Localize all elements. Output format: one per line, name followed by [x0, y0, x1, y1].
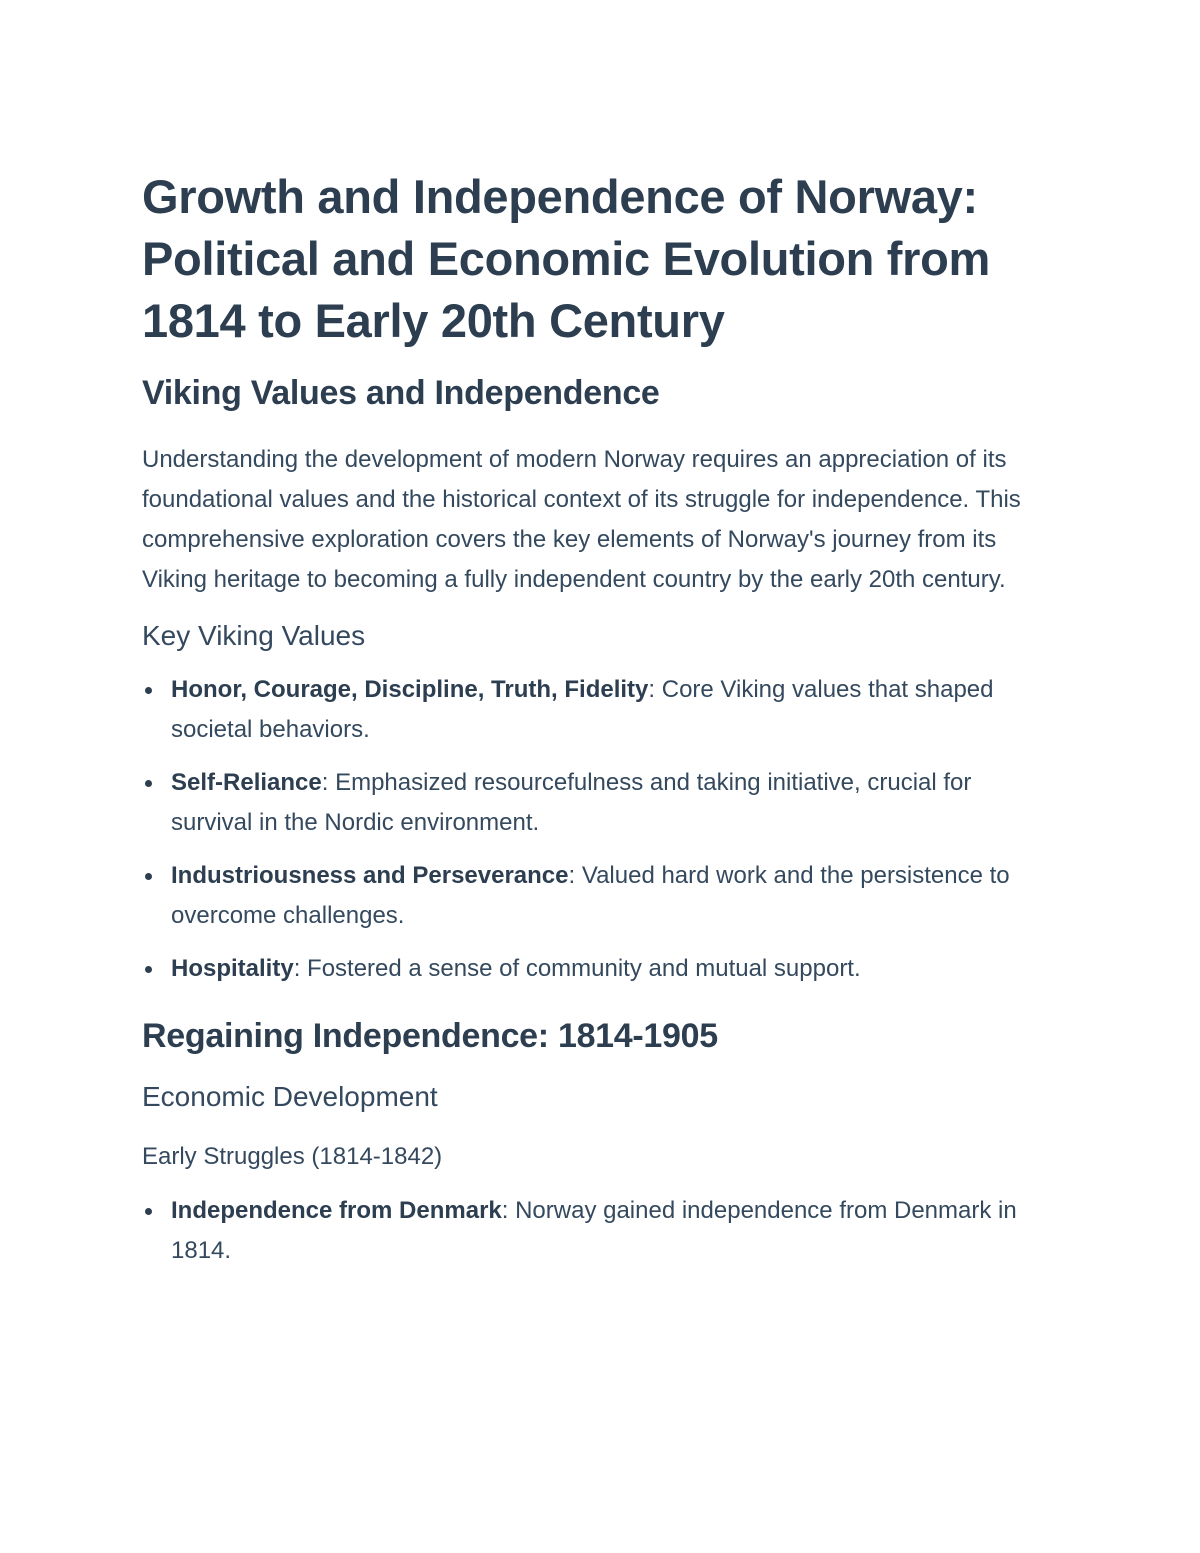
subheading-early-struggles: Early Struggles (1814-1842)	[142, 1143, 443, 1170]
bullet-icon	[145, 687, 152, 694]
section-heading-viking-values: Viking Values and Independence	[142, 374, 660, 412]
list-item-term: Honor, Courage, Discipline, Truth, Fidelity	[171, 676, 649, 703]
list-item-term: Hospitality	[171, 955, 294, 982]
list-item	[142, 1191, 1058, 1271]
list-item-term: Independence from Denmark	[171, 1197, 502, 1224]
bullet-icon	[145, 873, 152, 880]
list-item-separator: :	[648, 676, 656, 703]
bullet-icon	[145, 1208, 152, 1215]
document-title: Growth and Independence of Norway: Political and Economic Evolution from 1814 to Early 20th Century	[142, 170, 991, 347]
intro-paragraph: Understanding the development of modern Norway requires an appreciation of its foundational values and the historical context of its struggle for independence. This comprehensive exploration covers the key elements of Norway's journey from its Viking heritage to becoming a fully independent country by the early 20th century.	[142, 446, 1021, 593]
subheading-economic-development: Economic Development	[142, 1081, 438, 1112]
list-item-text: Norway gained independence from Denmark in 1814.	[171, 1197, 1017, 1264]
bullet-icon	[145, 780, 152, 787]
list-item-separator: :	[568, 862, 576, 889]
list-item-term: Industriousness and Perseverance	[171, 862, 569, 889]
list-item	[142, 856, 1058, 936]
list-item-text: Emphasized resourcefulness and taking initiative, crucial for survival in the Nordic environment.	[171, 769, 972, 836]
early-struggles-list	[142, 1191, 1058, 1271]
list-item	[142, 763, 1058, 843]
list-item-term: Self-Reliance	[171, 769, 322, 796]
list-item-separator: :	[321, 769, 329, 796]
subheading-key-viking-values: Key Viking Values	[142, 620, 366, 651]
list-item-separator: :	[501, 1197, 509, 1224]
bullet-icon	[145, 966, 152, 973]
section-heading-regaining-independence: Regaining Independence: 1814-1905	[142, 1017, 718, 1055]
list-item-text: Valued hard work and the persistence to overcome challenges.	[171, 862, 1010, 929]
list-item	[142, 949, 1058, 989]
viking-values-list	[142, 670, 1058, 989]
list-item-separator: :	[293, 955, 301, 982]
list-item-text: Core Viking values that shaped societal behaviors.	[171, 676, 994, 743]
list-item-text: Fostered a sense of community and mutual support.	[300, 955, 861, 982]
list-item	[142, 670, 1058, 750]
